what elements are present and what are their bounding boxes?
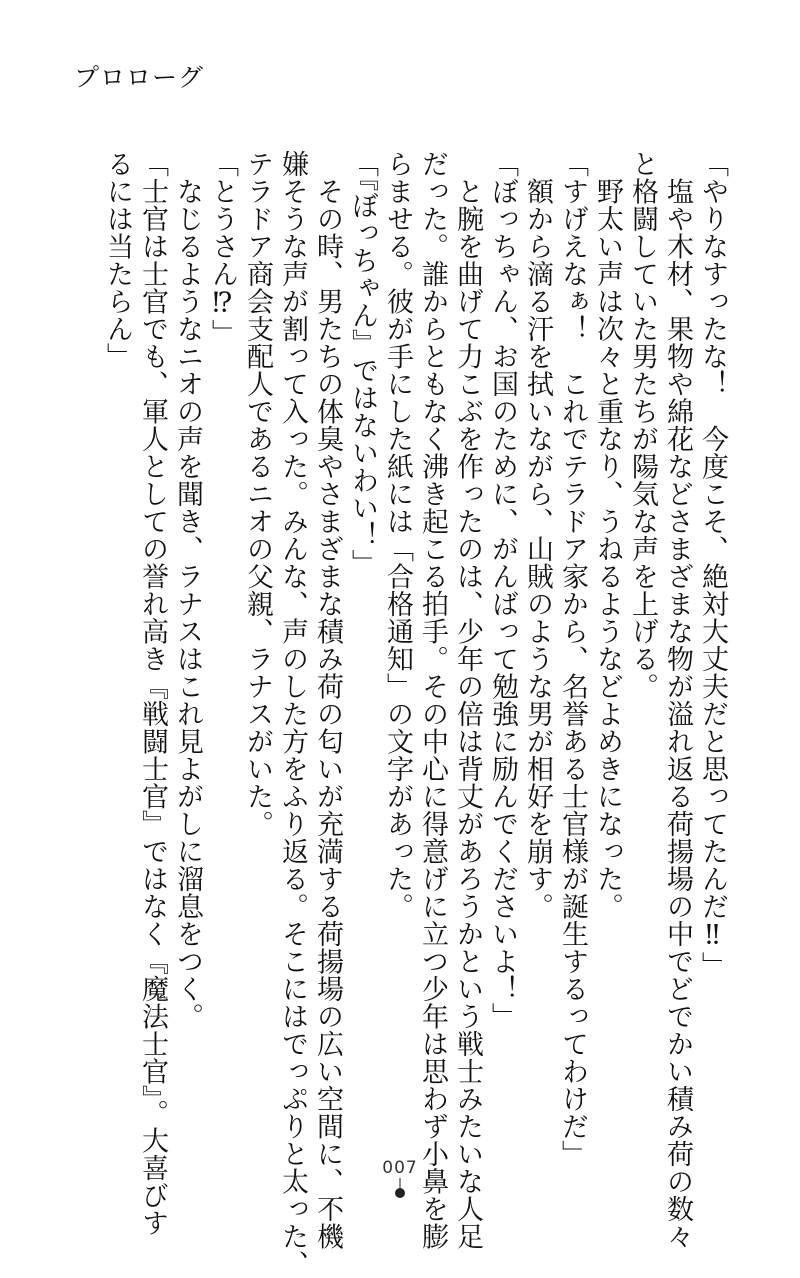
text-line: 嫌そうな声が割って入った。みんな、声のした方をふり返る。そこにはでっぷりと太った、 [277,150,308,1278]
text-line: テラドア商会支配人であるニオの父親、ラナスがいた。 [242,150,273,838]
text-line: らませる。彼が手にした紙には「合格通知」の文字があった。 [382,150,413,920]
text-line: 「士官は士官でも、軍人としての誉れ高き『戦闘士官』ではなく『魔法士官』。大喜びす [137,150,168,1237]
text-line: 野太い声は次々と重なり、うねるようなどよめきになった。 [592,150,623,920]
text-line: 塩や木材、果物や綿花などさまざまな物が溢れ返る荷揚場の中でどでかい積み荷の数々 [662,150,693,1250]
text-line: 「『ぼっちゃん』ではないわい！」 [347,150,378,577]
text-line: 「ぼっちゃん、お国のために、がんばって勉強に励んでくださいよ！」 [487,150,518,1030]
chapter-title: プロローグ [74,63,205,92]
text-line: と格闘していた男たちが陽気な声を上げる。 [627,150,658,700]
text-line: るには当たらん」 [102,150,133,370]
text-line: 額から滴る汗を拭いながら、山賊のような男が相好を崩す。 [522,150,553,920]
text-line: 「すげえなぁ！ これでテラドア家から、名誉ある士官様が誕生するってわけだ」 [557,150,588,1168]
page-marker-icon [392,1178,408,1200]
text-line: その時、男たちの体臭やさまざまな積み荷の匂いが充満する荷揚場の広い空間に、不機 [312,150,343,1250]
text-line: なじるようなニオの声を聞き、ラナスはこれ見よがしに溜息をつく。 [172,150,203,1030]
text-line: だった。誰からともなく沸き起こる拍手。その中心に得意げに立つ少年は思わず小鼻を膨 [417,150,448,1250]
text-line: 「とうさん⁉」 [207,150,238,347]
page-number: 007 [382,1158,418,1178]
text-line: と腕を曲げて力こぶを作ったのは、少年の倍は背丈があろうかという戦士みたいな人足 [452,150,483,1250]
text-line: 「やりなすったな！ 今度こそ、絶対大丈夫だと思ってたんだ‼」 [697,150,728,979]
